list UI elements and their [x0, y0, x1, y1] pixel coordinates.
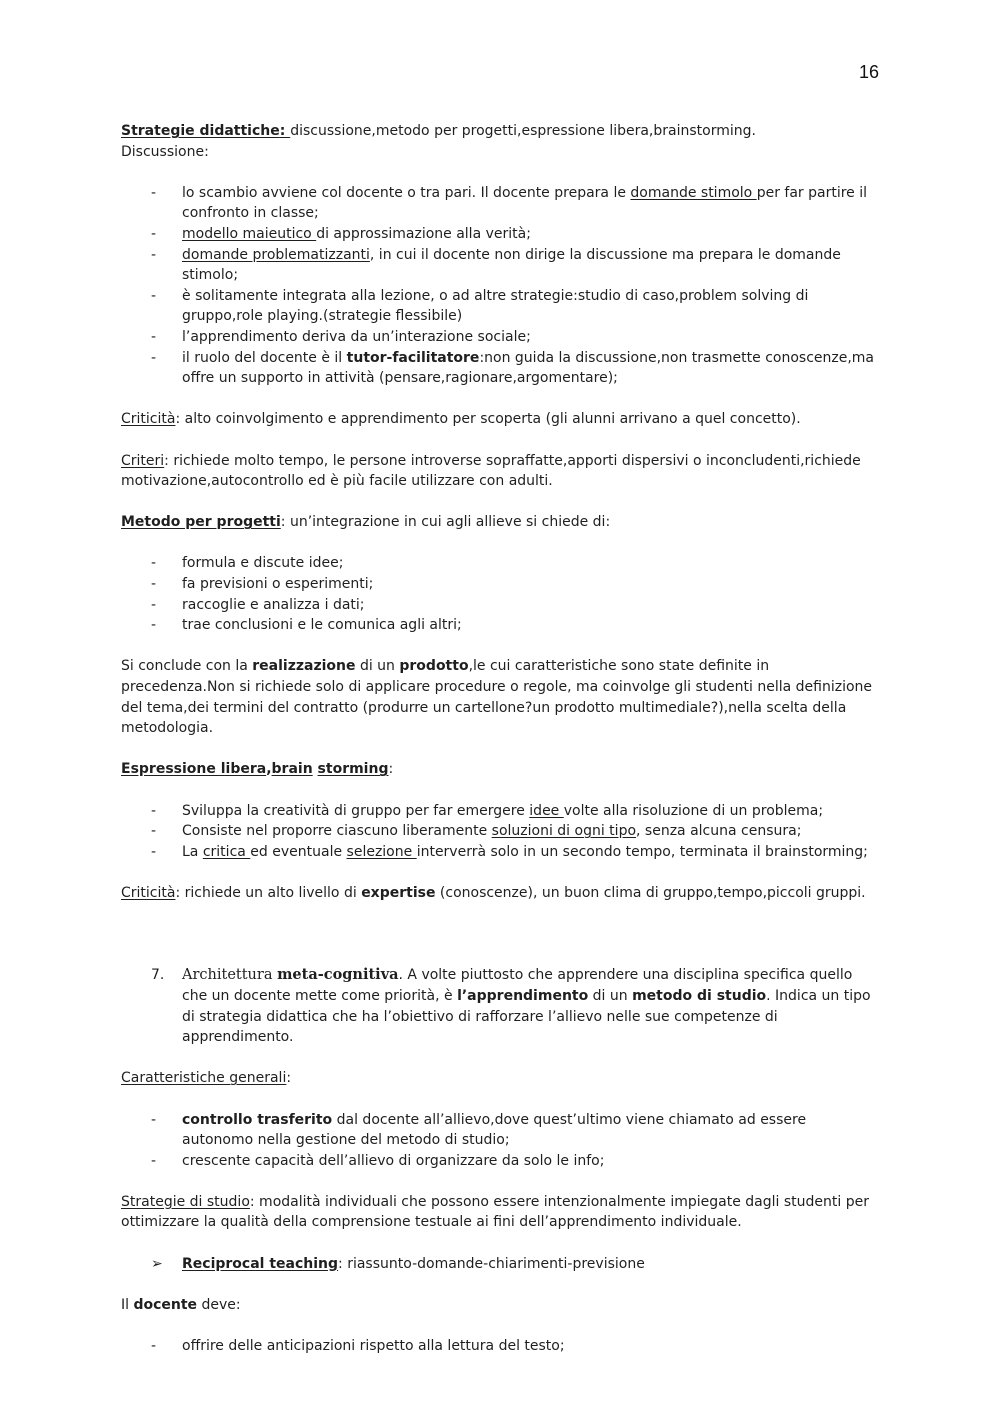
list-item: - modello maieutico di approssimazione alla verità; [151, 225, 531, 242]
list-item: - La critica ed eventuale selezione interverrà solo in un secondo tempo, terminata il brainstorming; [151, 843, 868, 860]
reciprocal-list [121, 1254, 881, 1275]
page-number: 16 [858, 62, 879, 82]
arrow-bullet-icon: ➢ [151, 1255, 163, 1272]
strategie-studio-paragraph: Strategie di studio: modalità individuali che possono essere intenzionalmente impiegate dagli studenti per ottimizzare la qualità della comprensione testuale ai fini dell’apprendimento individuale. [121, 1193, 869, 1231]
list-item: - l’apprendimento deriva da un’interazione sociale; [151, 328, 531, 345]
list-item: - lo scambio avviene col docente o tra pari. Il docente prepara le domande stimolo per far partire il confronto in classe; [151, 184, 867, 222]
espressione-heading: Espressione libera,brain storming: [121, 761, 394, 778]
list-item: - domande problematizzanti, in cui il docente non dirige la discussione ma prepara le domande stimolo; [151, 246, 841, 284]
architettura-item [121, 965, 881, 1047]
discussione-list [121, 183, 881, 389]
list-item: 7. Architettura meta-cognitiva. A volte piuttosto che apprendere una disciplina specifica quello che un docente mette come priorità, è l’apprendimento di un metodo di studio. Indica un tipo di strategia didattica che ha l’obiettivo di rafforzare l’allievo nelle sue competenze di apprendimento. [151, 966, 871, 1046]
docente-heading: Il docente deve: [121, 1296, 241, 1313]
discussione-label: Discussione: [121, 143, 209, 160]
list-item: - raccoglie e analizza i dati; [151, 596, 365, 613]
list-item: - controllo trasferito dal docente all’allievo,dove quest’ultimo viene chiamato ad essere autonomo nella gestione del metodo di studio; [151, 1111, 807, 1149]
list-item: - Consiste nel proporre ciascuno liberamente soluzioni di ogni tipo, senza alcuna censura; [151, 823, 802, 840]
criteri-paragraph: Criteri: richiede molto tempo, le persone introverse sopraffatte,apporti dispersivi o inconcludenti,richiede motivazione,autocontrollo ed è più facile utilizzare con adulti. [121, 452, 861, 490]
criticita-paragraph: Criticità: richiede un alto livello di expertise (conoscenze), un buon clima di gruppo,tempo,piccoli gruppi. [121, 884, 866, 901]
list-item: - fa previsioni o esperimenti; [151, 576, 374, 593]
metodo-conclusion: Si conclude con la realizzazione di un prodotto,le cui caratteristiche sono state definite in precedenza.Non si richiede solo di applicare procedure o regole, ma coinvolge gli studenti nella definizione del tema,dei termini del contratto (produrre un cartellone?un prodotto multimediale?),nella scelta della metodologia. [121, 658, 873, 737]
list-item: - trae conclusioni e le comunica agli altri; [151, 617, 462, 634]
list-item: - crescente capacità dell’allievo di organizzare da solo le info; [151, 1152, 605, 1169]
list-item: - è solitamente integrata alla lezione, o ad altre strategie:studio di caso,problem solving di gruppo,role playing.(strategie flessibile) [151, 287, 809, 325]
docente-list [121, 1336, 881, 1357]
list-item: - formula e discute idee; [151, 555, 344, 572]
list-item: - il ruolo del docente è il tutor-facilitatore:non guida la discussione,non trasmette conoscenze,ma offre un supporto in attività (pensare,ragionare,argomentare); [151, 349, 875, 387]
caratteristiche-heading: Caratteristiche generali: [121, 1070, 292, 1087]
caratteristiche-list [121, 1110, 881, 1172]
espressione-list [121, 801, 881, 863]
metodo-heading: Metodo per progetti: un’integrazione in cui agli allieve si chiede di: [121, 514, 611, 531]
strategie-title: Strategie didattiche: [121, 123, 291, 139]
criticita-paragraph: Criticità: alto coinvolgimento e apprendimento per scoperta (gli alunni arrivano a quel concetto). [121, 411, 801, 428]
list-item: - offrire delle anticipazioni rispetto alla lettura del testo; [151, 1338, 565, 1355]
metodo-list [121, 553, 881, 635]
strategie-heading-line [121, 121, 881, 142]
strategie-list: discussione,metodo per progetti,espressione libera,brainstorming. [290, 123, 756, 139]
list-item: - Sviluppa la creatività di gruppo per far emergere idee volte alla risoluzione di un problema; [151, 802, 824, 819]
document-body [121, 121, 881, 1357]
list-item: ➢ Reciprocal teaching: riassunto-domande-chiarimenti-previsione [121, 1254, 881, 1275]
